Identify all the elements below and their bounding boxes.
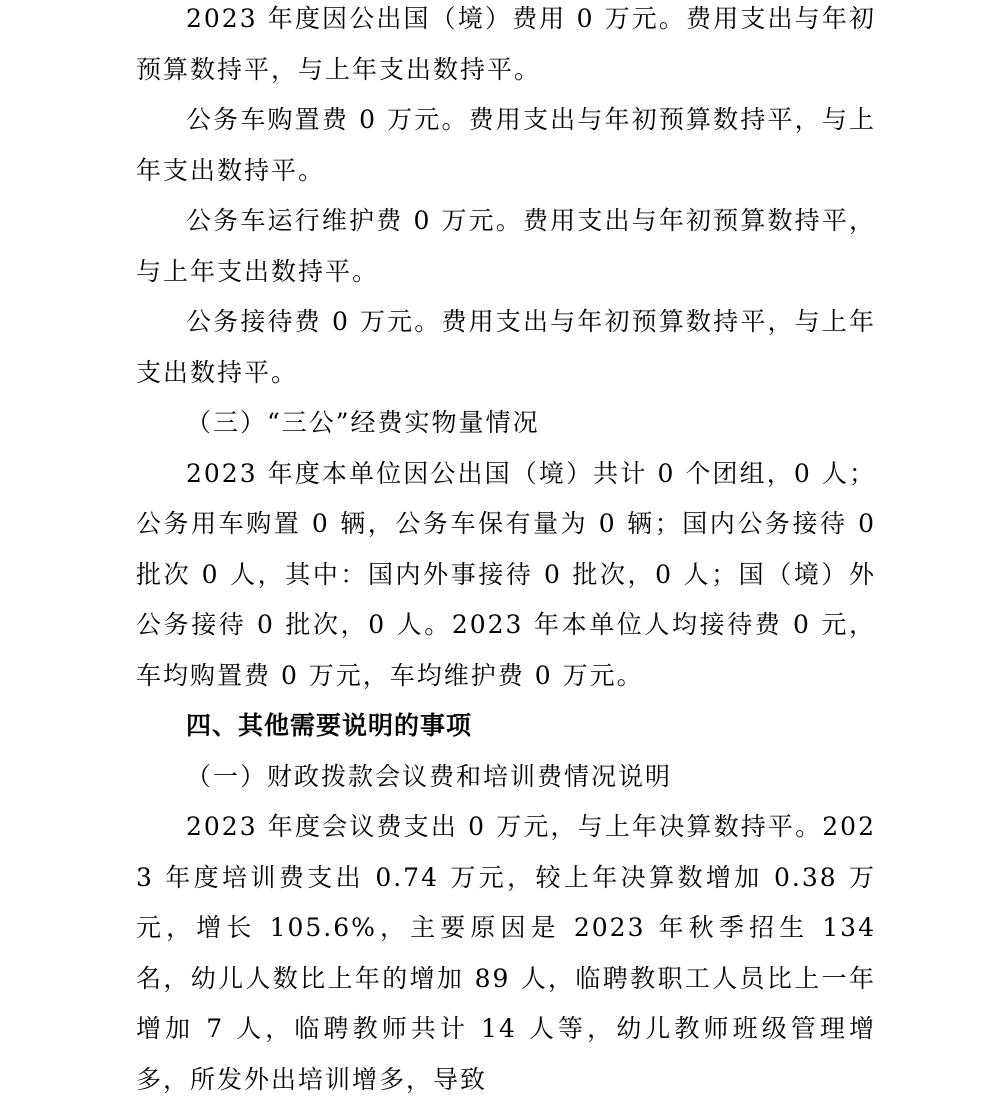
paragraph-overseas-expense: 2023 年度因公出国（境）费用 0 万元。费用支出与年初预算数持平，与上年支出数持平。 — [136, 4, 876, 84]
paragraph-meeting-training: 2023 年度会议费支出 0 万元，与上年决算数持平。2023 年度培训费支出 0.74 万元，较上年决算数增加 0.38 万元，增长 105.6%，主要原因是 2023 年秋季招生 134 名，幼儿人数比上年的增加 89 人，临聘教职工人员比上一年增加 7 人，临聘教师共计 14 人等，幼儿教师班级管理增多，所发外出培训增多，导致 — [136, 812, 876, 1094]
section-heading-physical-quantity: （三）“三公”经费实物量情况 — [186, 408, 540, 437]
chapter-heading-other-matters: 四、其他需要说明的事项 — [186, 711, 473, 740]
paragraph-vehicle-purchase: 公务车购置费 0 万元。费用支出与年初预算数持平，与上年支出数持平。 — [136, 105, 876, 185]
document-page — [136, 0, 876, 1105]
paragraph-physical-quantity: 2023 年度本单位因公出国（境）共计 0 个团组，0 人；公务用车购置 0 辆，公务车保有量为 0 辆；国内公务接待 0 批次 0 人，其中：国内外事接待 0 批次，0 人；国（境）外公务接待 0 批次，0 人。2023 年本单位人均接待费 0 元，车均购置费 0 万元，车均维护费 0 万元。 — [136, 458, 876, 690]
paragraph-vehicle-maintenance: 公务车运行维护费 0 万元。费用支出与年初预算数持平，与上年支出数持平。 — [136, 206, 876, 286]
section-heading-meeting-training: （一）财政拨款会议费和培训费情况说明 — [186, 761, 673, 791]
paragraph-reception-expense: 公务接待费 0 万元。费用支出与年初预算数持平，与上年支出数持平。 — [136, 307, 876, 387]
